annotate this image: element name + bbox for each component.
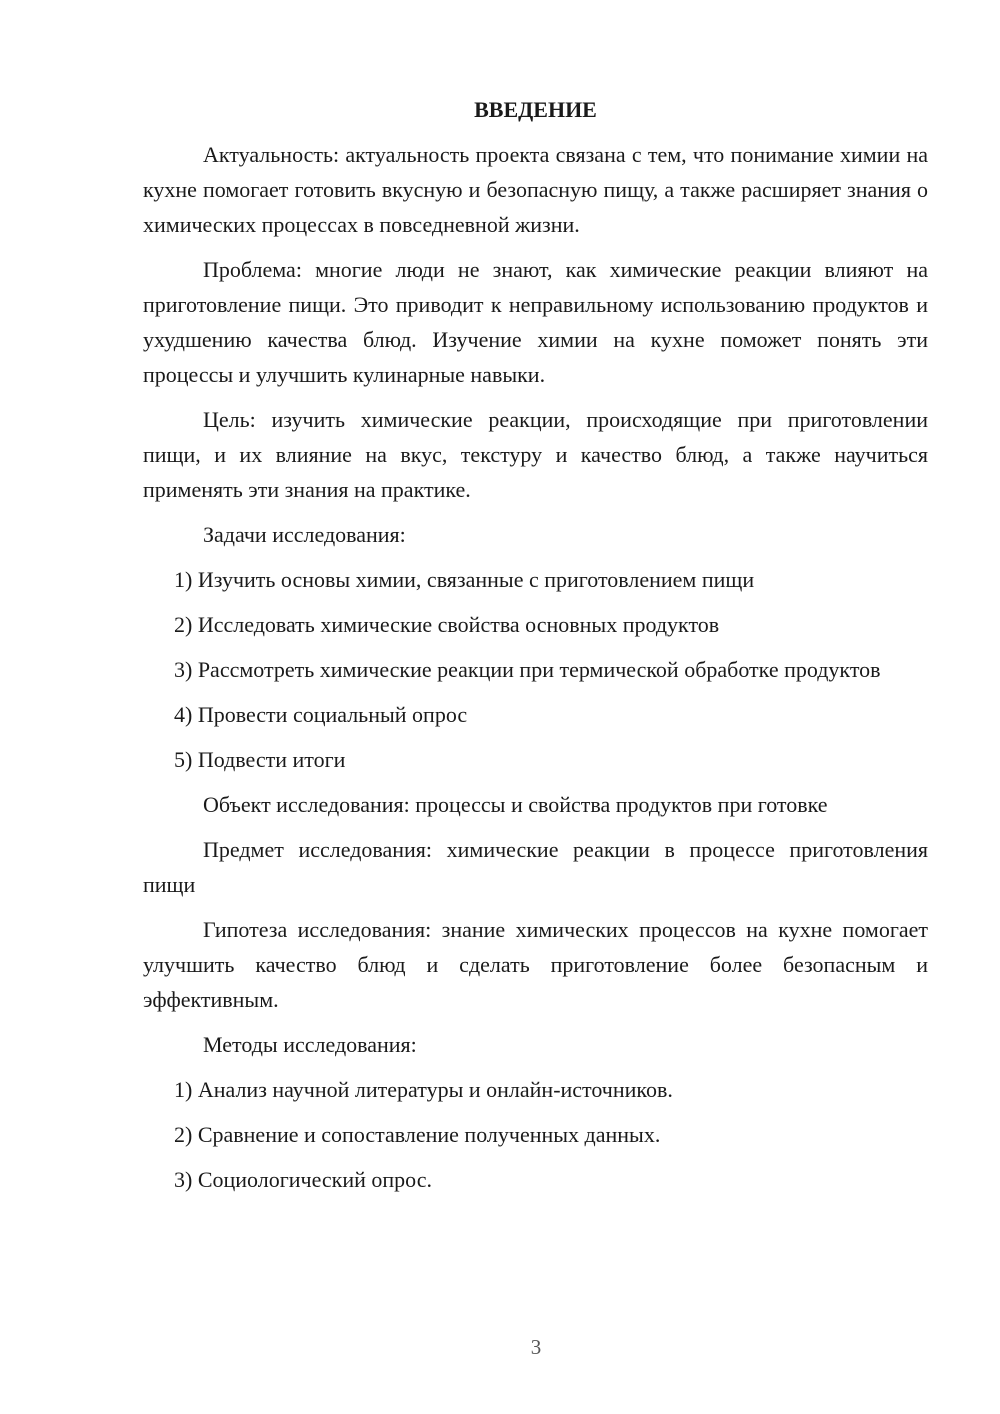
task-item: 3) Рассмотреть химические реакции при термической обработке продуктов [174, 657, 881, 682]
page-number: 3 [530, 1335, 542, 1359]
method-item: 2) Сравнение и сопоставление полученных данных. [174, 1122, 661, 1147]
tasks-heading: Задачи исследования: [203, 522, 406, 547]
page-content [143, 92, 928, 1207]
task-item: 1) Изучить основы химии, связанные с приготовлением пищи [174, 567, 755, 592]
goal-paragraph: Цель: изучить химические реакции, происходящие при приготовлении пищи, и их влияние на вкус, текстуру и качество блюд, а также научиться применять эти знания на практике. [143, 407, 928, 502]
section-title: ВВЕДЕНИЕ [474, 97, 597, 122]
task-item: 4) Провести социальный опрос [174, 702, 468, 727]
methods-heading: Методы исследования: [203, 1032, 417, 1057]
task-item: 2) Исследовать химические свойства основных продуктов [174, 612, 720, 637]
problem-paragraph: Проблема: многие люди не знают, как химические реакции влияют на приготовление пищи. Это приводит к неправильному использованию продуктов и ухудшению качества блюд. Изучение химии на кухне поможет понять эти процессы и улучшить кулинарные навыки. [143, 257, 928, 387]
method-item: 3) Социологический опрос. [174, 1167, 432, 1192]
method-item: 1) Анализ научной литературы и онлайн-источников. [174, 1077, 673, 1102]
task-item: 5) Подвести итоги [174, 747, 346, 772]
relevance-paragraph: Актуальность: актуальность проекта связана с тем, что понимание химии на кухне помогает готовить вкусную и безопасную пищу, а также расширяет знания о химических процессах в повседневной жизни. [143, 142, 928, 237]
object-paragraph: Объект исследования: процессы и свойства продуктов при готовке [203, 792, 828, 817]
hypothesis-paragraph: Гипотеза исследования: знание химических процессов на кухне помогает улучшить качество блюд и сделать приготовление более безопасным и эффективным. [143, 917, 928, 1012]
subject-paragraph: Предмет исследования: химические реакции в процессе приготовления пищи [143, 837, 928, 897]
